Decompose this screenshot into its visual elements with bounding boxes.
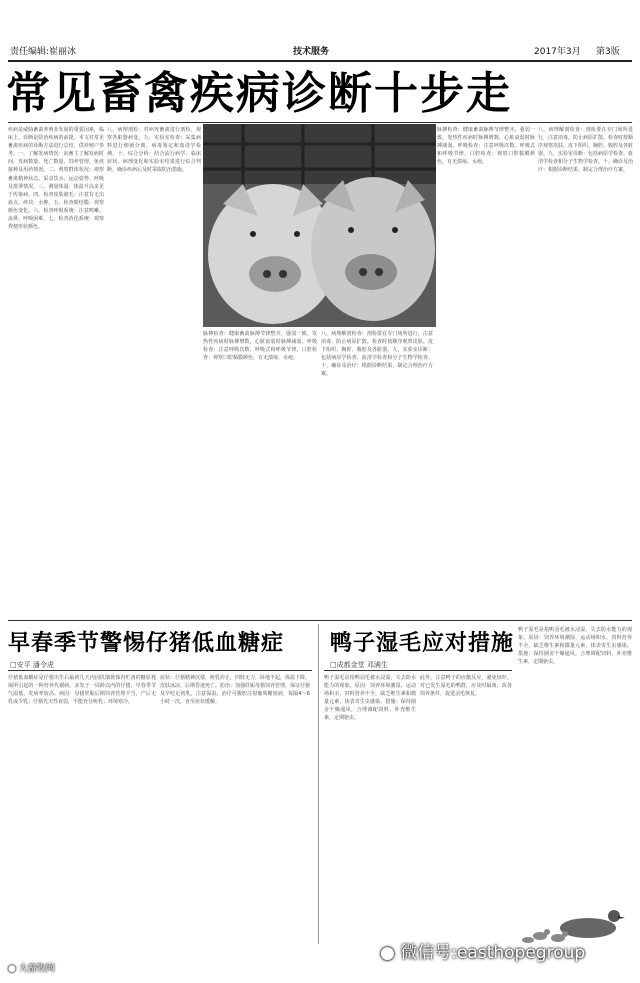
wechat-watermark: ● 微信号:easthopegroup [380,943,586,963]
article-title-piglet: 早春季节警惕仔猪低血糖症 [8,630,285,656]
article-title-duck: 鸭子湿毛应对措施 [330,630,515,656]
article-column-5: 脉搏检查：健康畜禽脉搏节律整齐，强弱一致。发热性疾病时脉搏增数，心脏衰弱时脉搏减弱。呼吸检查：注意呼吸次数、呼吸式和呼吸节律。口腔检查：观察口腔黏膜颜色，有无溃疡、水疱。 [437,127,535,166]
article-byline-piglet: □安平 潘令虎 [10,661,54,669]
page-header [0,40,640,58]
issue-date: 2017年3月 [534,47,581,57]
site-watermark: ● 大畜牧网 [8,964,55,974]
article-column-4: 八、病理解剖检查：剖检要在专门场所进行，注意消毒，防止病原扩散。检查时按顺序观察皮肤、皮下组织、胸腔、腹腔及各脏器。九、实验室诊断：包括病原学检查、血清学检查和分子生物学检查。十、确诊及治疗：根据诊断结果，制定合理治疗方案。 [321,331,433,378]
duck-column-3: 鸭子湿毛是指鸭羽毛被水浸湿，失去防水能力的现象。原因：饲养环境潮湿，运动场积水，饲料营养不全，缺乏维生素和微量元素，体表寄生虫感染。措施：保持圈舍干燥通风，合理调配饲料，补充维生素，定期驱虫。 [518,627,632,666]
article-byline-duck: □成都金堂 邓满生 [330,661,388,669]
article-column-6: 八、病理解剖检查：剖检要在专门场所进行，注意消毒，防止病原扩散。检查时按顺序观察皮肤、皮下组织、胸腔、腹腔及各脏器。九、实验室诊断：包括病原学检查、血清学检查和分子生物学检查。十、确诊及治疗：根据诊断结果，制定合理治疗方案。 [538,127,633,174]
piglet-rule [8,670,312,671]
headline: 常见畜禽疾病诊断十步走 [6,68,512,119]
duck-rule [324,670,512,671]
page-number: 第3版 [596,47,620,57]
duck-column-2: 此外，注意鸭子的应激反应，避免惊吓。对已发生湿毛的鸭群，应及时隔离，改善饲养条件，促进羽毛恢复。 [420,675,512,698]
header-rule [8,60,632,62]
piglet-column-1: 仔猪低血糖症是仔猪出生后最初几天内因饥饿致体内贮备的糖原耗竭所引起的一种营养代谢病。多发于一周龄以内的仔猪，早春季节气温低，发病率较高。病因：母猪妊娠后期饲养管理不当，产后无乳或少乳；仔猪先天性衰弱，不能充分吮乳；环境寒冷。 [8,675,156,706]
piglet-column-2: 症状：仔猪精神沉郁，吮乳停止，四肢无力，卧地不起，体温下降，皮肤冰凉，后期昏迷死亡。防治：加强妊娠母猪饲养管理，保证仔猪及早吃足初乳，注意保温。治疗可腹腔注射葡萄糖溶液，每隔4～6小时一次，直至症状缓解。 [160,675,310,706]
duck-column-1: 鸭子湿毛是指鸭羽毛被水浸湿，失去防水能力的现象。原因：饲养环境潮湿，运动场积水，饲料营养不全，缺乏维生素和微量元素，体表寄生虫感染。措施：保持圈舍干燥通风，合理调配饲料，补充维生素，定期驱虫。 [324,675,416,722]
pigs-photo [203,124,436,327]
section-rule [8,620,632,621]
section-name: 技术服务 [293,47,330,57]
article-column-2: 八、病理剖检：对病死畜禽进行剖检，观察各脏器病变。九、实验室检查：采集病料进行细菌分离、病毒鉴定和血清学检测。十、综合分析：结合流行病学、临床症状、病理变化和实验室结果进行综合判断，确诊疾病后及时采取防治措施。 [107,127,201,174]
column-divider [318,624,319,944]
headline-rule [8,122,632,123]
editor-label: 责任编辑:崔丽冰 [10,47,77,57]
article-column-3: 脉搏检查：健康畜禽脉搏节律整齐，强弱一致。发热性疾病时脉搏增数，心脏衰弱时脉搏减弱。呼吸检查：注意呼吸次数、呼吸式和呼吸节律。口腔检查：观察口腔黏膜颜色，有无溃疡、水疱。 [203,331,317,362]
article-column-1: 疾病是威胁畜禽养殖业发展的重要因素，临床上，诊断是防治疾病的前提。本文对常见畜禽疾病的诊断方法进行总结，供养殖户参考。一、了解发病情况：向畜主了解发病时间、发病数量、死亡数量、饲养管理、免疫接种及用药情况。二、观察群体状况：观察畜禽精神状态、采食饮水、运动姿势、呼吸及排泄情况。三、测量体温：体温升高多见于传染病。四、检查皮肤被毛：注意有无出血点、疹块、水肿。五、检查眼结膜：观察颜色变化。六、检查呼吸系统：注意咳嗽、流鼻、呼吸困难。七、检查消化系统：观察粪便形状颜色。 [8,127,104,231]
